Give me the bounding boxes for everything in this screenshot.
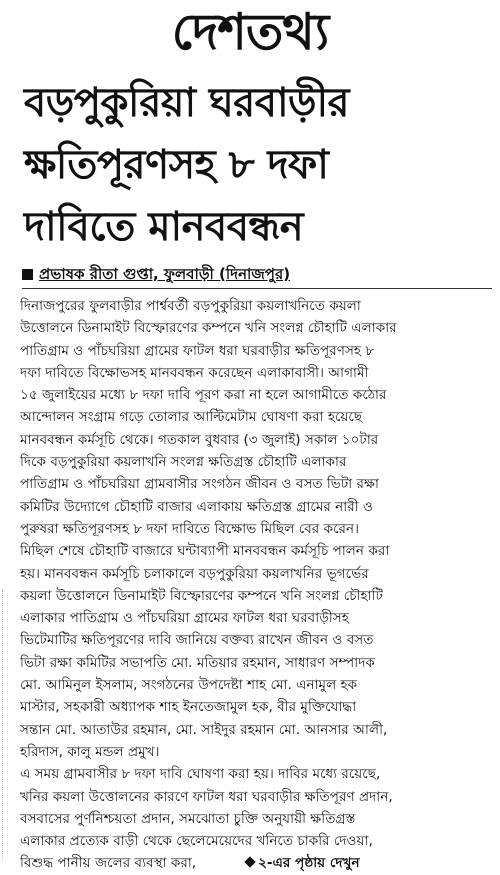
body-line-last — [20, 852, 488, 874]
article-headline — [24, 72, 494, 258]
continued-text: ২-এর পৃষ্ঠায় দেখুন — [258, 855, 360, 872]
body-line: কয়লা উত্তোলনে ডিনামাইট বিস্ফোরণের কম্পনে খনি সংলগ্ন চৌহাটি — [20, 587, 383, 604]
body-line: পাতিগ্রাম ও পাঁচঘরিয়া গ্রামবাসীর সংগঠন জীবন ও বসত ভিটা রক্ষা — [20, 476, 379, 493]
section-masthead: দেশতথ্য — [171, 3, 329, 61]
body-line: দিকে বড়পুকুরিয়া কয়লাখনি সংলগ্ন ক্ষতিগ্রস্ত চৌহাটি এলাকার — [20, 454, 347, 471]
byline-square-icon — [22, 269, 33, 280]
body-line: মিছিল শেষে চৌহাটি বাজারে ঘন্টাব্যাপী মানববন্ধন কর্মসূচি পালন করা — [20, 543, 390, 560]
body-line: ভিটেমাটির ক্ষতিপূরণের দাবি জানিয়ে বক্তব্য রাখেন জীবন ও বসত — [20, 632, 374, 649]
headline-line: দাবিতে মানববন্ধন — [24, 204, 304, 250]
headline-line: বড়পুকুরিয়া ঘরবাড়ীর — [24, 80, 350, 126]
body-line: এলাকার প্রত্যেক বাড়ী থেকে ছেলেমেয়েদের খনিতে চাকরি দেওয়া, — [20, 833, 373, 850]
body-line: ভিটা রক্ষা কমিটির সভাপতি মো. মতিয়ার রহমান, সাধারণ সম্পাদক — [20, 654, 375, 671]
body-line: সন্তান মো. আতাউর রহমান, মো. সাইদুর রহমান মো. আনসার আলী, — [20, 721, 388, 738]
body-line: মানববন্ধন কর্মসূচি থেকে। গতকাল বুধবার (৩ জুলাই) সকাল ১০টার — [20, 431, 379, 448]
scan-edge-mark — [2, 590, 13, 860]
body-line: উত্তোলনে ডিনামাইট বিস্ফোরণের কম্পনে খনি সংলগ্ন চৌহাটি এলাকার — [20, 320, 397, 337]
body-line: এ সময় গ্রামবাসীর ৮ দফা দাবি ঘোষণা করা হয়। দাবির মধ্যে রয়েছে, — [20, 766, 381, 783]
body-line: খনির কয়লা উত্তোলনের কারণে ফাটল ধরা ঘরবাড়ীর ক্ষতিপূরণ প্রদান, — [20, 788, 393, 805]
headline-line: ক্ষতিপূরণসহ ৮ দফা — [24, 142, 329, 188]
body-line: কমিটির উদ্যোগে চৌহাটি বাজার এলাকায় ক্ষতিগ্রস্ত গ্রামের নারী ও — [20, 498, 373, 515]
diamond-icon — [244, 857, 255, 868]
body-line: দিনাজপুরের ফুলবাড়ীর পার্শ্ববর্তী বড়পুকুরিয়া কয়লাখনিতে কয়লা — [20, 298, 361, 314]
body-line-text: বিশুদ্ধ পানীয় জলের ব্যবস্থা করা, — [20, 855, 197, 872]
body-line: বসবাসের পুর্ণনিশ্চয়তা প্রদান, সমঝোতা চুক্তি অনুযায়ী ক্ষতিগ্রস্ত — [20, 810, 356, 827]
body-line: ১৫ জুলাইয়ের মধ্যে ৮ দফা দাবি পূরণ করা না হলে আগামীতে কঠোর — [20, 387, 387, 404]
byline-text: প্রভাষক রীতা গুপ্তা, ফুলবাড়ী (দিনাজপুর) — [39, 265, 291, 283]
body-line: আন্দোলন সংগ্রাম গড়ে তোলার আল্টিমেটাম ঘোষণা করা হয়েছে — [20, 409, 363, 426]
continued-marker — [246, 855, 360, 871]
body-line: দফা দাবিতে বিক্ষোভসহ মানববন্ধন করেছেন এলাকাবাসী। আগামী — [20, 364, 369, 381]
body-line: হয়। মানববন্ধন কর্মসূচি চলাকালে বড়পুকুরিয়া কয়লাখনির ভূগর্ভের — [20, 565, 369, 582]
body-line: মাস্টার, সহকারী অধ্যাপক শাহ ইনতেজামুল হক, বীর মুক্তিযোদ্ধা — [20, 699, 357, 716]
body-line: মো. আমিনুল ইসলাম, সংগঠনের উপদেষ্টা শাহ মো. এনামুল হক — [20, 677, 358, 694]
body-line: এলাকার পাতিগ্রাম ও পাঁচঘরিয়া গ্রামের ফাটল ধরা ঘরবাড়ীসহ — [20, 610, 349, 627]
body-line: পুরুষরা ক্ষতিপূরণসহ ৮ দফা দাবিতে বিক্ষোভ মিছিল বের করেন। — [20, 520, 360, 537]
body-line: হরিদাস, কালু মন্ডল প্রমুখ। — [20, 743, 160, 760]
article-byline — [22, 263, 492, 289]
body-line: পাতিগ্রাম ও পাঁচঘরিয়া গ্রামের ফাটল ধরা ঘরবাড়ীর ক্ষতিপূরণসহ ৮ — [20, 342, 375, 359]
article-body — [20, 295, 488, 875]
